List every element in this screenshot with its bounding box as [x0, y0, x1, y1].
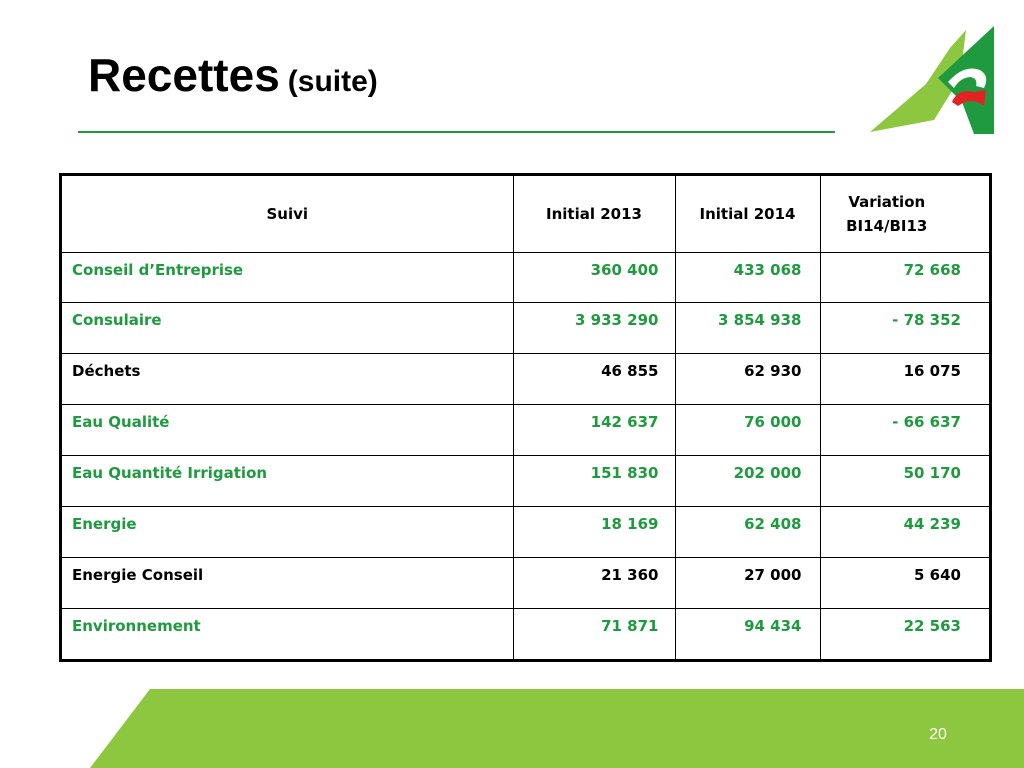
cell-initial-2014: 76 000: [675, 405, 820, 456]
row-label: Déchets: [62, 354, 513, 405]
cell-initial-2013: 360 400: [513, 252, 675, 303]
recettes-table: [59, 173, 992, 662]
footer-band: [0, 689, 1024, 768]
table-row: [62, 303, 989, 354]
row-label: Eau Quantité Irrigation: [62, 456, 513, 507]
row-label: Eau Qualité: [62, 405, 513, 456]
cell-variation: 44 239: [820, 507, 989, 558]
row-label: Conseil d’Entreprise: [62, 252, 513, 303]
table-row: [62, 354, 989, 405]
cell-initial-2013: 151 830: [513, 456, 675, 507]
header-suivi: Suivi: [62, 176, 513, 252]
cell-variation: - 78 352: [820, 303, 989, 354]
row-label: Environnement: [62, 609, 513, 659]
table-row: [62, 405, 989, 456]
cell-initial-2014: 433 068: [675, 252, 820, 303]
row-label: Consulaire: [62, 303, 513, 354]
page-number: 20: [929, 726, 947, 743]
slide-title: [88, 48, 378, 102]
title-underline: [78, 131, 835, 133]
table-row: [62, 609, 989, 659]
slide-subtitle: (suite): [287, 65, 378, 98]
cell-variation: 16 075: [820, 354, 989, 405]
table-header-row: [62, 176, 989, 252]
row-label: Energie: [62, 507, 513, 558]
cell-initial-2014: 3 854 938: [675, 303, 820, 354]
cell-initial-2013: 142 637: [513, 405, 675, 456]
logo-icon: [866, 22, 998, 136]
header-initial-2014: Initial 2014: [675, 176, 820, 252]
header-initial-2013: Initial 2013: [513, 176, 675, 252]
table-row: [62, 558, 989, 609]
cell-variation: 50 170: [820, 456, 989, 507]
table-row: [62, 456, 989, 507]
cell-initial-2014: 62 930: [675, 354, 820, 405]
table-row: [62, 507, 989, 558]
cell-initial-2013: 71 871: [513, 609, 675, 659]
cell-initial-2013: 46 855: [513, 354, 675, 405]
cell-variation: 22 563: [820, 609, 989, 659]
cell-initial-2014: 202 000: [675, 456, 820, 507]
cell-initial-2013: 18 169: [513, 507, 675, 558]
header-variation: Variation BI14/BI13: [820, 176, 989, 252]
slide-title-main: Recettes: [88, 49, 280, 101]
cell-variation: 72 668: [820, 252, 989, 303]
cell-initial-2014: 62 408: [675, 507, 820, 558]
cell-variation: - 66 637: [820, 405, 989, 456]
table-row: [62, 252, 989, 303]
cell-initial-2013: 3 933 290: [513, 303, 675, 354]
row-label: Energie Conseil: [62, 558, 513, 609]
cell-variation: 5 640: [820, 558, 989, 609]
cell-initial-2013: 21 360: [513, 558, 675, 609]
cell-initial-2014: 94 434: [675, 609, 820, 659]
cell-initial-2014: 27 000: [675, 558, 820, 609]
